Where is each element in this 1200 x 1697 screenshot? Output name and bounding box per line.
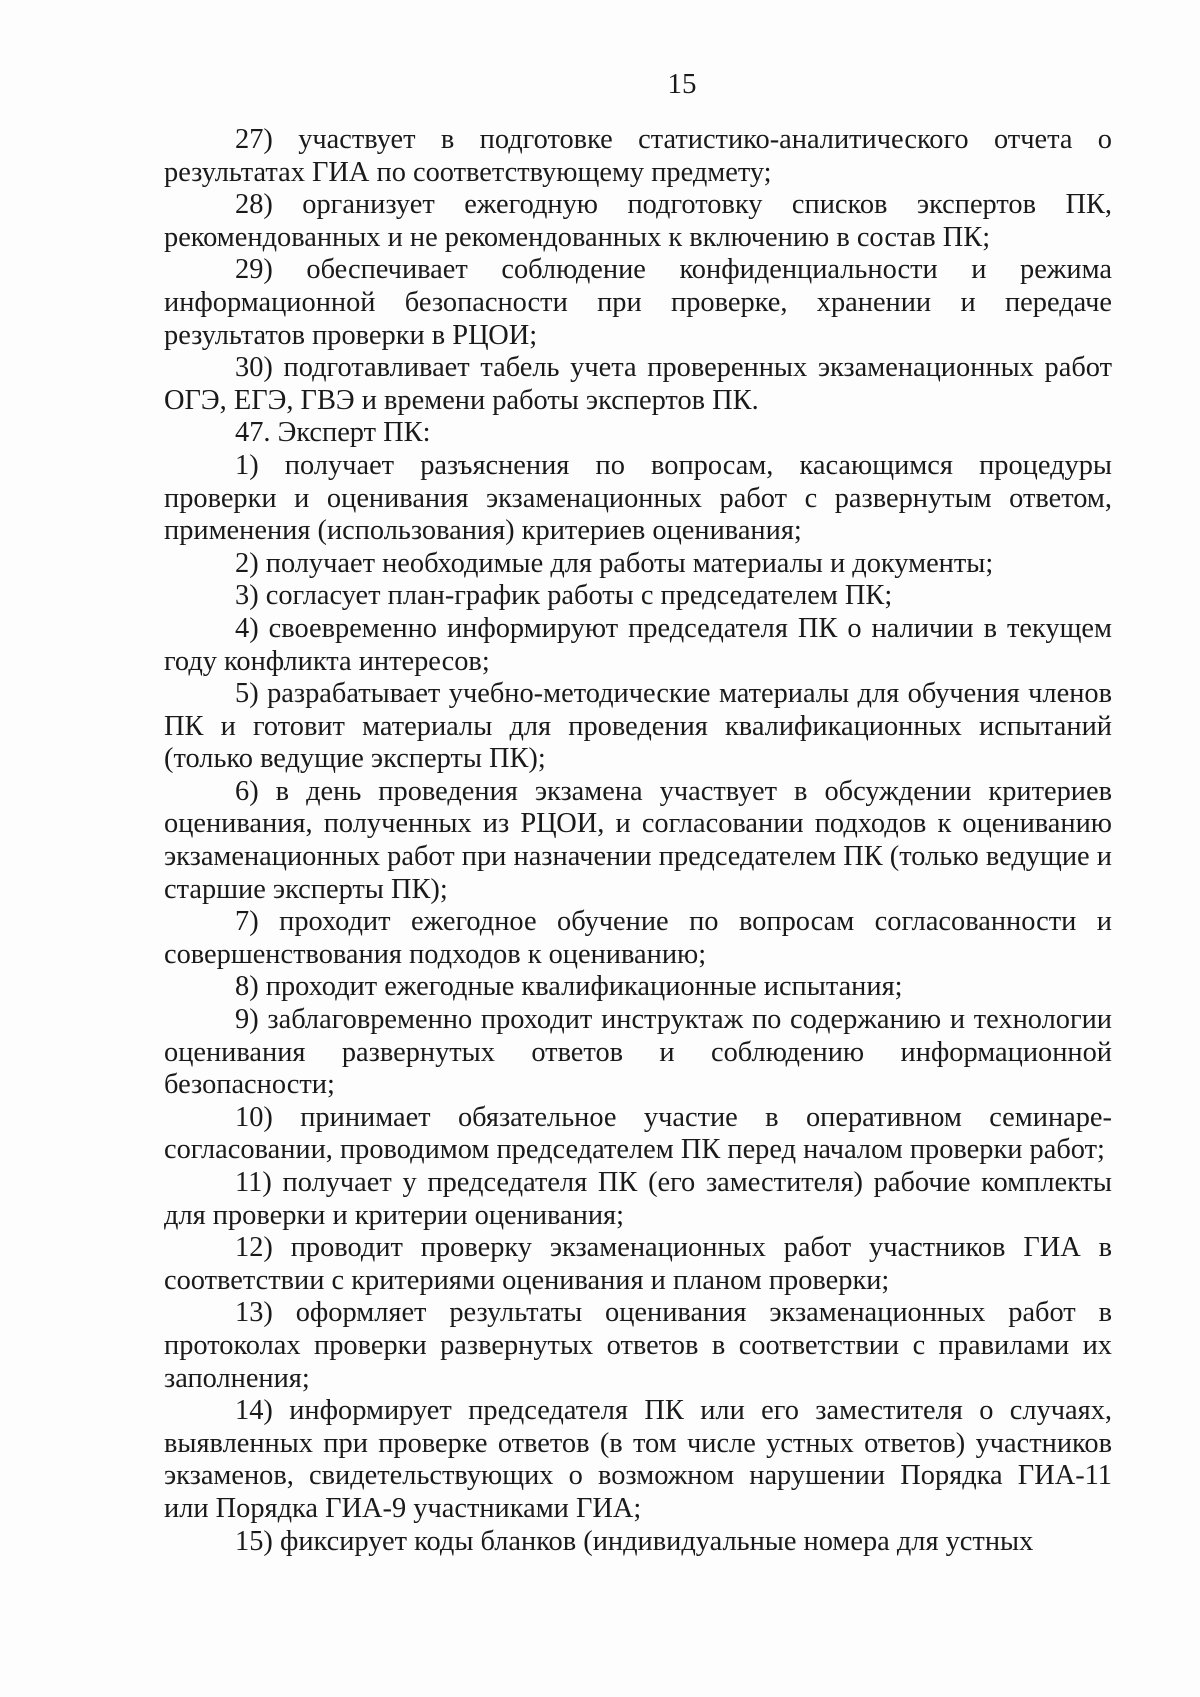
section-heading-47: 47. Эксперт ПК: xyxy=(235,417,431,449)
list-item-14: 14) информирует председателя ПК или его заместителя о случаях, выявленных при проверке ответов (в том числе устных ответов) участников экзаменов, свидетельствующих о возможном нарушении Порядка ГИА-11 или Порядка ГИА-9 участниками ГИА; xyxy=(164,1395,1112,1524)
list-item-10: 10) принимает обязательное участие в оперативном семинаре-согласовании, проводимом председателем ПК перед началом проверки работ; xyxy=(164,1101,1112,1166)
list-item-4: 4) своевременно информируют председателя ПК о наличии в текущем году конфликта интересов; xyxy=(164,612,1112,677)
list-item-27: 27) участвует в подготовке статистико-аналитического отчета о результатах ГИА по соответствующему предмету; xyxy=(164,124,1112,188)
list-item-29: 29) обеспечивает соблюдение конфиденциальности и режима информационной безопасности при проверке, хранении и передаче результатов проверки в РЦОИ; xyxy=(164,254,1112,351)
list-item-3: 3) согласует план-график работы с председателем ПК; xyxy=(235,580,893,612)
list-item-2: 2) получает необходимые для работы материалы и документы; xyxy=(235,547,994,579)
list-item-30: 30) подготавливает табель учета проверенных экзаменационных работ ОГЭ, ЕГЭ, ГВЭ и времени работы экспертов ПК. xyxy=(164,352,1112,416)
list-item-1: 1) получает разъяснения по вопросам, касающимся процедуры проверки и оценивания экзаменационных работ с развернутым ответом, применения (использования) критериев оценивания; xyxy=(164,449,1112,547)
list-item-28: 28) организует ежегодную подготовку списков экспертов ПК, рекомендованных и не рекомендованных к включению в состав ПК; xyxy=(164,189,1112,253)
list-item-13: 13) оформляет результаты оценивания экзаменационных работ в протоколах проверки развернутых ответов в соответствии с правилами их заполнения; xyxy=(164,1297,1112,1394)
list-item-5: 5) разрабатывает учебно-методические материалы для обучения членов ПК и готовит материалы для проведения квалификационных испытаний (только ведущие эксперты ПК); xyxy=(164,678,1112,775)
list-item-6: 6) в день проведения экзамена участвует в обсуждении критериев оценивания, полученных из РЦОИ, и согласовании подходов к оцениванию экзаменационных работ при назначении председателем ПК (только ведущие и старшие эксперты ПК); xyxy=(164,775,1112,905)
list-item-7: 7) проходит ежегодное обучение по вопросам согласованности и совершенствования подходов к оцениванию; xyxy=(164,906,1112,970)
list-item-15: 15) фиксирует коды бланков (индивидуальные номера для устных xyxy=(235,1525,1034,1557)
list-item-9: 9) заблаговременно проходит инструктаж по содержанию и технологии оценивания развернутых ответов и соблюдению информационной безопасности; xyxy=(164,1004,1112,1101)
list-item-8: 8) проходит ежегодные квалификационные испытания; xyxy=(235,971,903,1003)
list-item-12: 12) проводит проверку экзаменационных работ участников ГИА в соответствии с критериями оценивания и планом проверки; xyxy=(164,1232,1112,1296)
document-body xyxy=(164,124,1112,1558)
page-number: 15 xyxy=(667,68,697,100)
list-item-11: 11) получает у председателя ПК (его заместителя) рабочие комплекты для проверки и критерии оценивания; xyxy=(164,1167,1112,1231)
